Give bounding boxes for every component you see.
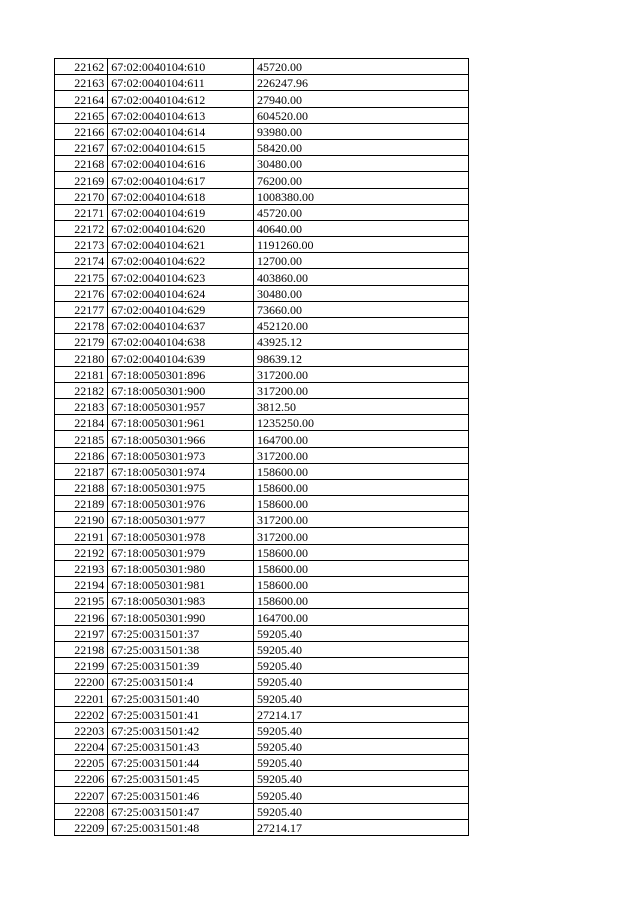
table-row	[55, 479, 469, 495]
row-number-cell: 22180	[55, 350, 108, 366]
row-number-cell: 22179	[55, 334, 108, 350]
table-row	[55, 123, 469, 139]
cadastral-number-cell: 67:02:0040104:639	[108, 350, 254, 366]
value-cell: 604520.00	[253, 107, 468, 123]
cadastral-number-cell: 67:18:0050301:957	[108, 398, 254, 414]
table-row	[55, 398, 469, 414]
value-cell: 158600.00	[253, 479, 468, 495]
cadastral-number-cell: 67:18:0050301:980	[108, 560, 254, 576]
value-cell: 30480.00	[253, 285, 468, 301]
table-row	[55, 75, 469, 91]
value-cell: 45720.00	[253, 59, 468, 75]
row-number-cell: 22191	[55, 528, 108, 544]
table-row	[55, 674, 469, 690]
row-number-cell: 22201	[55, 690, 108, 706]
table-row	[55, 204, 469, 220]
value-cell: 76200.00	[253, 172, 468, 188]
value-cell: 452120.00	[253, 318, 468, 334]
row-number-cell: 22204	[55, 738, 108, 754]
row-number-cell: 22186	[55, 447, 108, 463]
table-row	[55, 690, 469, 706]
table-row	[55, 463, 469, 479]
row-number-cell: 22206	[55, 771, 108, 787]
value-cell: 73660.00	[253, 301, 468, 317]
row-number-cell: 22170	[55, 188, 108, 204]
row-number-cell: 22190	[55, 512, 108, 528]
value-cell: 158600.00	[253, 560, 468, 576]
table-row	[55, 560, 469, 576]
cadastral-number-cell: 67:18:0050301:981	[108, 577, 254, 593]
value-cell: 317200.00	[253, 382, 468, 398]
row-number-cell: 22207	[55, 787, 108, 803]
value-cell: 226247.96	[253, 75, 468, 91]
cadastral-number-cell: 67:18:0050301:976	[108, 496, 254, 512]
value-cell: 59205.40	[253, 803, 468, 819]
table-row	[55, 415, 469, 431]
value-cell: 403860.00	[253, 269, 468, 285]
row-number-cell: 22192	[55, 544, 108, 560]
row-number-cell: 22187	[55, 463, 108, 479]
value-cell: 59205.40	[253, 771, 468, 787]
value-cell: 59205.40	[253, 657, 468, 673]
value-cell: 43925.12	[253, 334, 468, 350]
value-cell: 158600.00	[253, 577, 468, 593]
cadastral-number-cell: 67:02:0040104:620	[108, 220, 254, 236]
row-number-cell: 22195	[55, 593, 108, 609]
table-row	[55, 706, 469, 722]
value-cell: 12700.00	[253, 253, 468, 269]
row-number-cell: 22164	[55, 91, 108, 107]
cadastral-number-cell: 67:25:0031501:47	[108, 803, 254, 819]
cadastral-number-cell: 67:02:0040104:623	[108, 269, 254, 285]
row-number-cell: 22177	[55, 301, 108, 317]
cadastral-number-cell: 67:02:0040104:612	[108, 91, 254, 107]
cadastral-number-cell: 67:25:0031501:46	[108, 787, 254, 803]
row-number-cell: 22169	[55, 172, 108, 188]
row-number-cell: 22203	[55, 722, 108, 738]
value-cell: 164700.00	[253, 431, 468, 447]
row-number-cell: 22209	[55, 819, 108, 835]
row-number-cell: 22196	[55, 609, 108, 625]
cadastral-number-cell: 67:25:0031501:4	[108, 674, 254, 690]
cadastral-number-cell: 67:02:0040104:638	[108, 334, 254, 350]
value-cell: 45720.00	[253, 204, 468, 220]
cadastral-number-cell: 67:18:0050301:900	[108, 382, 254, 398]
value-cell: 27940.00	[253, 91, 468, 107]
cadastral-number-cell: 67:02:0040104:622	[108, 253, 254, 269]
row-number-cell: 22202	[55, 706, 108, 722]
row-number-cell: 22188	[55, 479, 108, 495]
value-cell: 3812.50	[253, 398, 468, 414]
value-cell: 59205.40	[253, 722, 468, 738]
table-body	[55, 59, 469, 836]
table-row	[55, 544, 469, 560]
cadastral-number-cell: 67:02:0040104:614	[108, 123, 254, 139]
cadastral-number-cell: 67:02:0040104:613	[108, 107, 254, 123]
value-cell: 27214.17	[253, 819, 468, 835]
row-number-cell: 22165	[55, 107, 108, 123]
value-cell: 59205.40	[253, 625, 468, 641]
table-row	[55, 496, 469, 512]
table-row	[55, 771, 469, 787]
cadastral-number-cell: 67:25:0031501:44	[108, 755, 254, 771]
cadastral-number-cell: 67:25:0031501:45	[108, 771, 254, 787]
table-row	[55, 722, 469, 738]
cadastral-number-cell: 67:18:0050301:978	[108, 528, 254, 544]
row-number-cell: 22182	[55, 382, 108, 398]
table-row	[55, 609, 469, 625]
table-row	[55, 350, 469, 366]
value-cell: 1235250.00	[253, 415, 468, 431]
table-row	[55, 447, 469, 463]
value-cell: 27214.17	[253, 706, 468, 722]
table-row	[55, 787, 469, 803]
value-cell: 317200.00	[253, 528, 468, 544]
table-row	[55, 577, 469, 593]
cadastral-number-cell: 67:02:0040104:629	[108, 301, 254, 317]
value-cell: 158600.00	[253, 544, 468, 560]
row-number-cell: 22167	[55, 139, 108, 155]
value-cell: 317200.00	[253, 512, 468, 528]
row-number-cell: 22173	[55, 237, 108, 253]
value-cell: 1008380.00	[253, 188, 468, 204]
cadastral-number-cell: 67:18:0050301:979	[108, 544, 254, 560]
cadastral-number-cell: 67:18:0050301:990	[108, 609, 254, 625]
table-row	[55, 318, 469, 334]
row-number-cell: 22208	[55, 803, 108, 819]
table-row	[55, 220, 469, 236]
table-row	[55, 657, 469, 673]
cadastral-number-cell: 67:18:0050301:975	[108, 479, 254, 495]
table-row	[55, 285, 469, 301]
row-number-cell: 22175	[55, 269, 108, 285]
table-row	[55, 156, 469, 172]
cadastral-number-cell: 67:18:0050301:974	[108, 463, 254, 479]
row-number-cell: 22189	[55, 496, 108, 512]
value-cell: 59205.40	[253, 674, 468, 690]
table-row	[55, 91, 469, 107]
table-row	[55, 366, 469, 382]
value-cell: 158600.00	[253, 496, 468, 512]
cadastral-number-cell: 67:18:0050301:961	[108, 415, 254, 431]
cadastral-number-cell: 67:02:0040104:615	[108, 139, 254, 155]
cadastral-number-cell: 67:02:0040104:611	[108, 75, 254, 91]
value-cell: 93980.00	[253, 123, 468, 139]
table-row	[55, 188, 469, 204]
cadastral-number-cell: 67:02:0040104:624	[108, 285, 254, 301]
table-row	[55, 803, 469, 819]
table-row	[55, 382, 469, 398]
table-row	[55, 139, 469, 155]
value-cell: 164700.00	[253, 609, 468, 625]
cadastral-number-cell: 67:02:0040104:618	[108, 188, 254, 204]
row-number-cell: 22193	[55, 560, 108, 576]
row-number-cell: 22162	[55, 59, 108, 75]
table-row	[55, 253, 469, 269]
table-row	[55, 172, 469, 188]
cadastral-number-cell: 67:02:0040104:619	[108, 204, 254, 220]
row-number-cell: 22184	[55, 415, 108, 431]
row-number-cell: 22205	[55, 755, 108, 771]
row-number-cell: 22185	[55, 431, 108, 447]
table-row	[55, 625, 469, 641]
value-cell: 98639.12	[253, 350, 468, 366]
cadastral-number-cell: 67:25:0031501:41	[108, 706, 254, 722]
table-row	[55, 107, 469, 123]
cadastral-number-cell: 67:02:0040104:616	[108, 156, 254, 172]
table-row	[55, 334, 469, 350]
value-cell: 317200.00	[253, 447, 468, 463]
cadastral-number-cell: 67:02:0040104:637	[108, 318, 254, 334]
cadastral-number-cell: 67:02:0040104:610	[108, 59, 254, 75]
value-cell: 30480.00	[253, 156, 468, 172]
table-row	[55, 738, 469, 754]
cadastral-number-cell: 67:25:0031501:39	[108, 657, 254, 673]
value-cell: 1191260.00	[253, 237, 468, 253]
cadastral-number-cell: 67:25:0031501:48	[108, 819, 254, 835]
row-number-cell: 22178	[55, 318, 108, 334]
cadastral-number-cell: 67:25:0031501:37	[108, 625, 254, 641]
row-number-cell: 22163	[55, 75, 108, 91]
row-number-cell: 22200	[55, 674, 108, 690]
row-number-cell: 22176	[55, 285, 108, 301]
table-row	[55, 431, 469, 447]
cadastral-number-cell: 67:18:0050301:983	[108, 593, 254, 609]
row-number-cell: 22197	[55, 625, 108, 641]
value-cell: 59205.40	[253, 738, 468, 754]
table-row	[55, 528, 469, 544]
table-row	[55, 301, 469, 317]
table-row	[55, 269, 469, 285]
table-row	[55, 237, 469, 253]
value-cell: 59205.40	[253, 755, 468, 771]
value-cell: 59205.40	[253, 690, 468, 706]
row-number-cell: 22199	[55, 657, 108, 673]
table-row	[55, 819, 469, 835]
cadastral-number-cell: 67:02:0040104:621	[108, 237, 254, 253]
cadastral-number-cell: 67:25:0031501:40	[108, 690, 254, 706]
table-row	[55, 641, 469, 657]
value-cell: 158600.00	[253, 593, 468, 609]
cadastral-number-cell: 67:25:0031501:43	[108, 738, 254, 754]
cadastral-number-cell: 67:18:0050301:966	[108, 431, 254, 447]
table-row	[55, 59, 469, 75]
data-table	[54, 58, 469, 836]
row-number-cell: 22194	[55, 577, 108, 593]
row-number-cell: 22172	[55, 220, 108, 236]
cadastral-number-cell: 67:25:0031501:42	[108, 722, 254, 738]
cadastral-number-cell: 67:02:0040104:617	[108, 172, 254, 188]
row-number-cell: 22174	[55, 253, 108, 269]
value-cell: 59205.40	[253, 787, 468, 803]
row-number-cell: 22198	[55, 641, 108, 657]
row-number-cell: 22166	[55, 123, 108, 139]
table-row	[55, 755, 469, 771]
cadastral-number-cell: 67:18:0050301:973	[108, 447, 254, 463]
value-cell: 317200.00	[253, 366, 468, 382]
table-row	[55, 512, 469, 528]
row-number-cell: 22171	[55, 204, 108, 220]
value-cell: 40640.00	[253, 220, 468, 236]
table-row	[55, 593, 469, 609]
value-cell: 58420.00	[253, 139, 468, 155]
row-number-cell: 22183	[55, 398, 108, 414]
cadastral-number-cell: 67:18:0050301:896	[108, 366, 254, 382]
row-number-cell: 22168	[55, 156, 108, 172]
value-cell: 59205.40	[253, 641, 468, 657]
row-number-cell: 22181	[55, 366, 108, 382]
value-cell: 158600.00	[253, 463, 468, 479]
cadastral-number-cell: 67:18:0050301:977	[108, 512, 254, 528]
cadastral-number-cell: 67:25:0031501:38	[108, 641, 254, 657]
